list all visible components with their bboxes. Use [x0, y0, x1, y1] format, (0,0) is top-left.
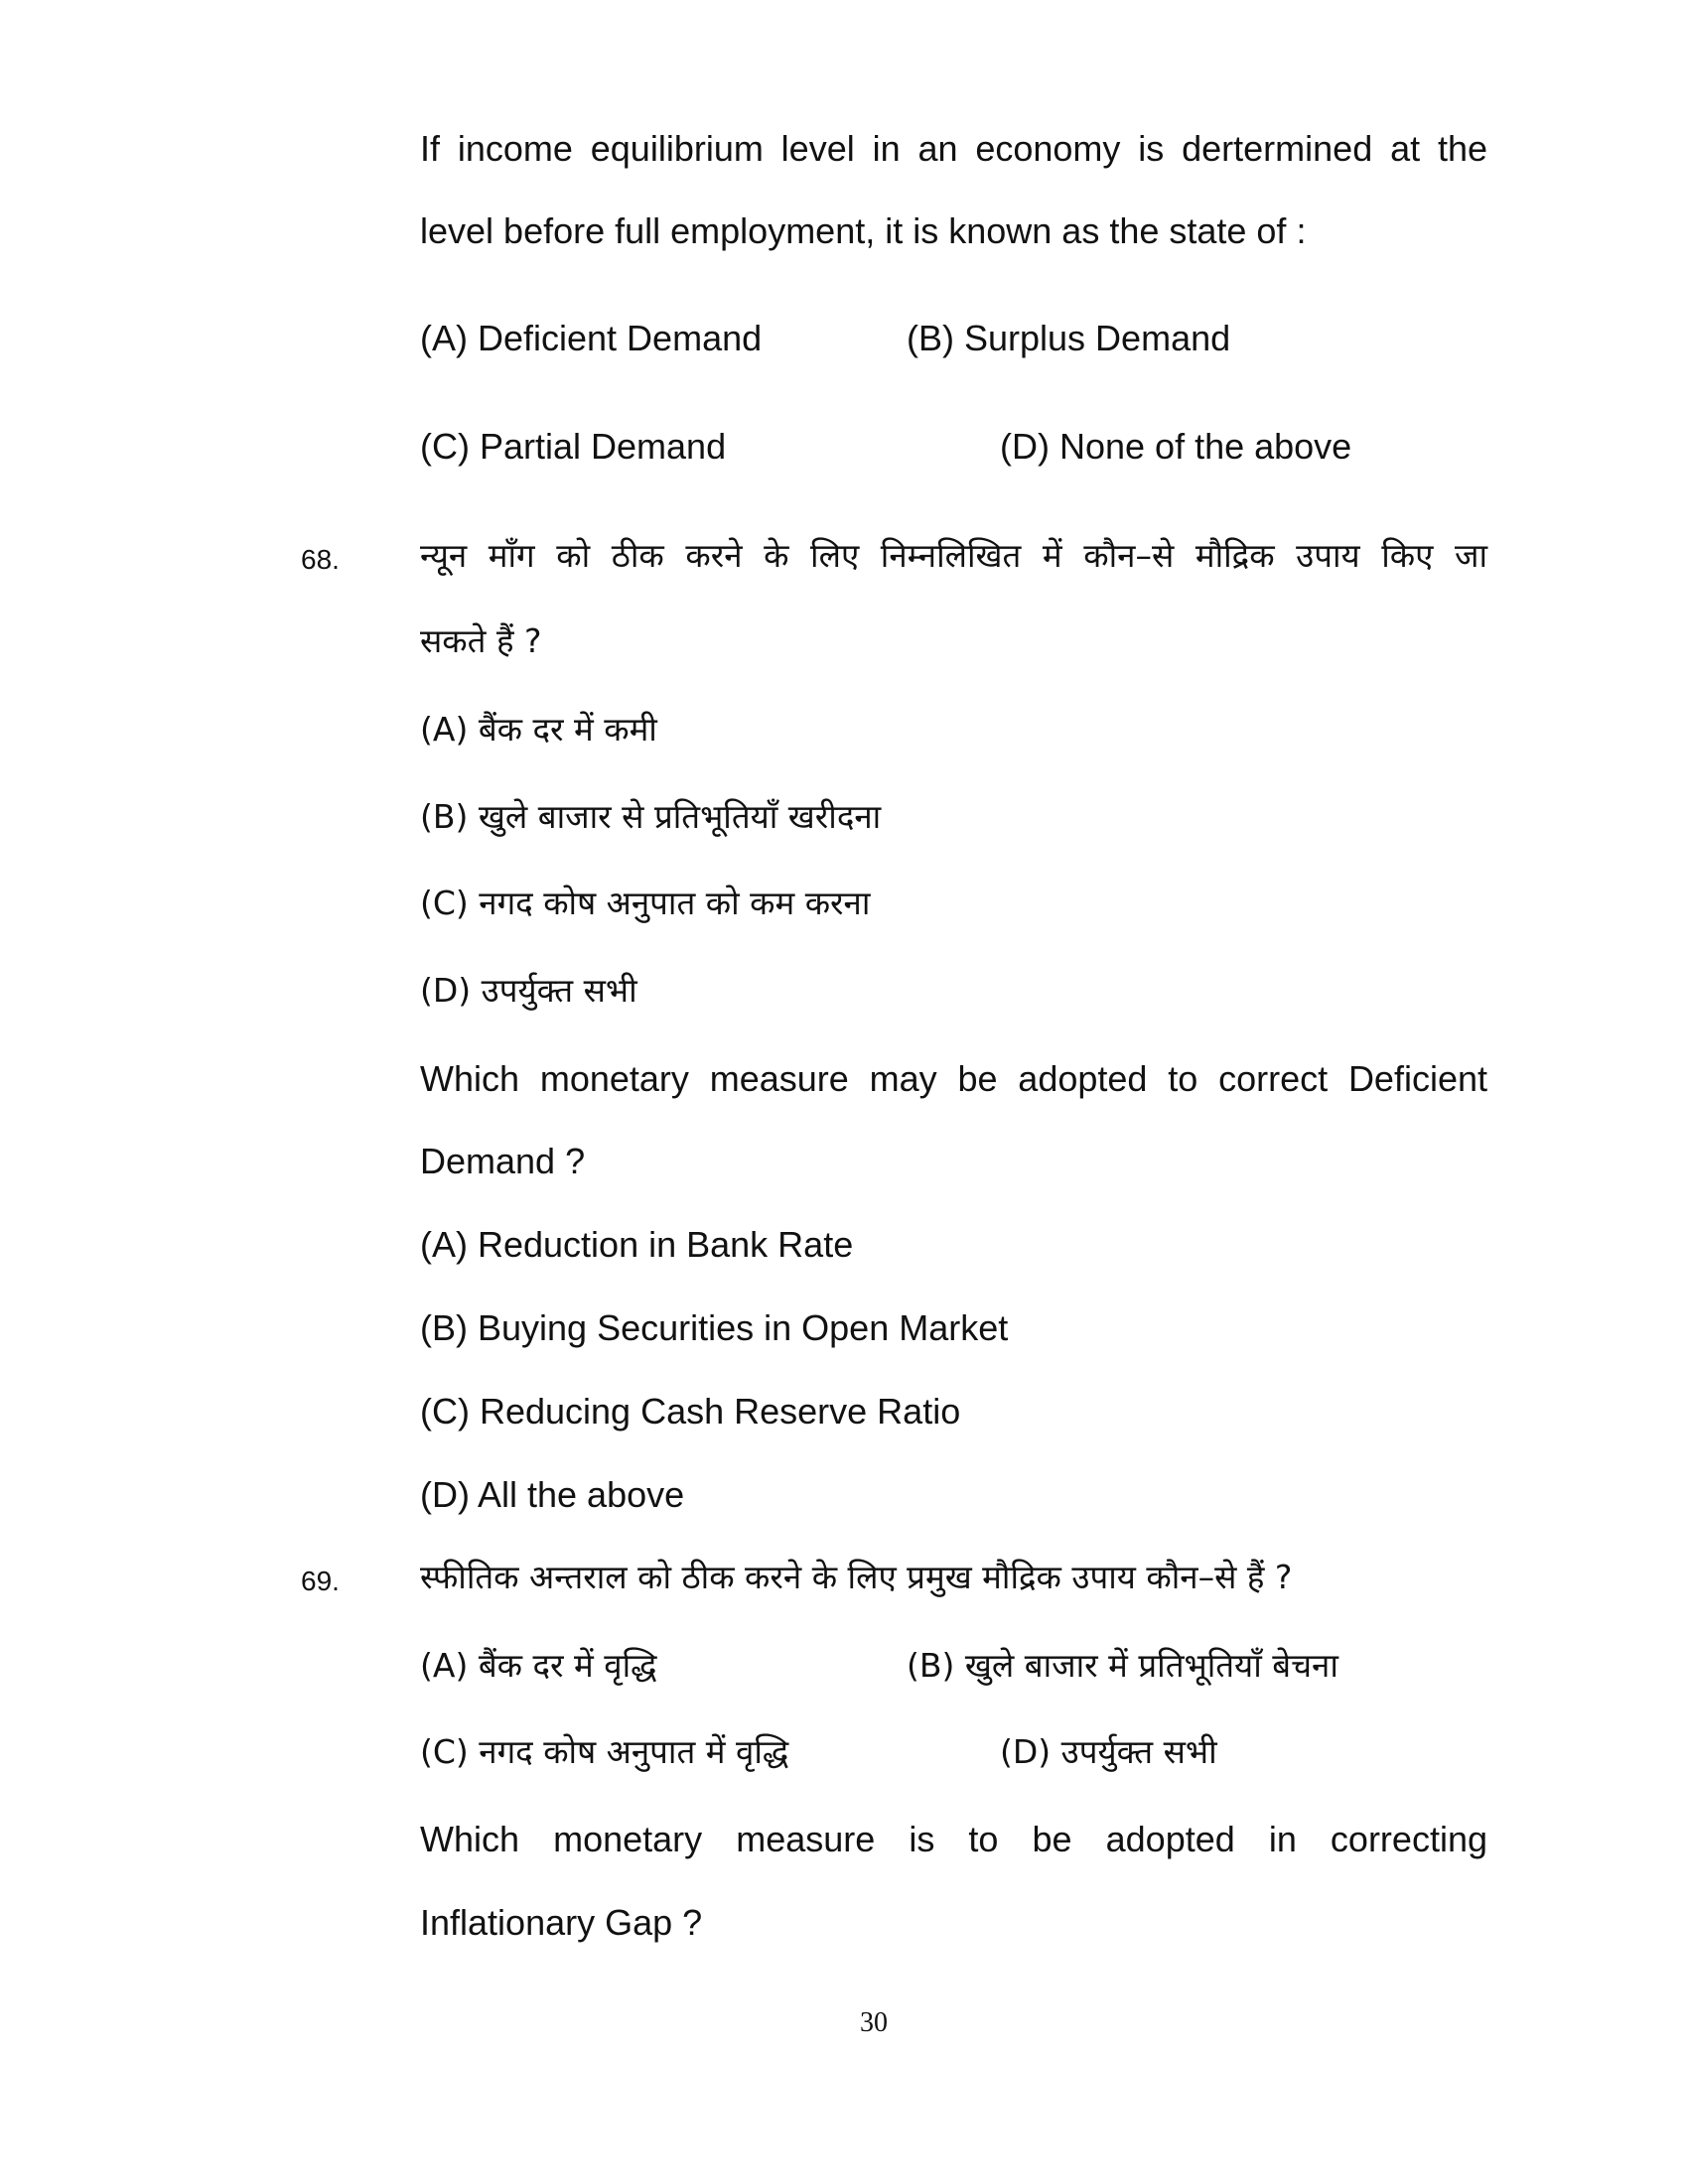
q68-english-option-d: (D) All the above	[420, 1474, 685, 1515]
page-number: 30	[860, 2007, 888, 2038]
q69-english-line-1: Which monetary measure is to be adopted in correcting	[420, 1819, 1487, 1859]
q68-english-option-a: (A) Reduction in Bank Rate	[420, 1224, 854, 1265]
q68-english-option-b: (B) Buying Securities in Open Market	[420, 1307, 1009, 1348]
q67-option-c: (C) Partial Demand	[420, 426, 727, 467]
q68-hindi-option-d: (D) उपर्युक्त सभी	[420, 971, 637, 1010]
q68-hindi-option-c: (C) नगद कोष अनुपात को कम करना	[420, 884, 871, 922]
q67-option-a: (A) Deficient Demand	[420, 318, 763, 358]
q68-english-line-1: Which monetary measure may be adopted to correct Deficient	[420, 1058, 1487, 1099]
q69-hindi-option-c: (C) नगद कोष अनुपात में वृद्धि	[420, 1732, 789, 1771]
q67-english-line-2: level before full employment, it is known as the state of :	[420, 210, 1307, 251]
q69-hindi-option-d: (D) उपर्युक्त सभी	[1000, 1732, 1217, 1771]
q68-hindi-option-b: (B) खुले बाजार से प्रतिभूतियाँ खरीदना	[420, 797, 882, 836]
q68-hindi-line-1: न्यून माँग को ठीक करने के लिए निम्नलिखित में कौन–से मौद्रिक उपाय किए जा	[420, 536, 1487, 575]
q67-option-d: (D) None of the above	[1000, 426, 1352, 467]
q68-english-option-c: (C) Reducing Cash Reserve Ratio	[420, 1391, 961, 1432]
q69-english-line-2: Inflationary Gap ?	[420, 1902, 703, 1943]
q68-hindi-option-a: (A) बैंक दर में कमी	[420, 710, 657, 749]
q69-number: 69.	[301, 1566, 340, 1596]
q69-hindi-option-b: (B) खुले बाजार में प्रतिभूतियाँ बेचना	[907, 1646, 1338, 1685]
q68-english-line-2: Demand ?	[420, 1141, 586, 1181]
q68-hindi-line-2: सकते हैं ?	[420, 621, 542, 660]
q69-hindi-line-1: स्फीतिक अन्तराल को ठीक करने के लिए प्रमुख मौद्रिक उपाय कौन–से हैं ?	[420, 1558, 1293, 1596]
q67-option-b: (B) Surplus Demand	[907, 318, 1231, 358]
q69-hindi-option-a: (A) बैंक दर में वृद्धि	[420, 1646, 657, 1685]
q67-english-line-1: If income equilibrium level in an economy is dertermined at the	[420, 128, 1487, 169]
q68-number: 68.	[301, 544, 340, 575]
